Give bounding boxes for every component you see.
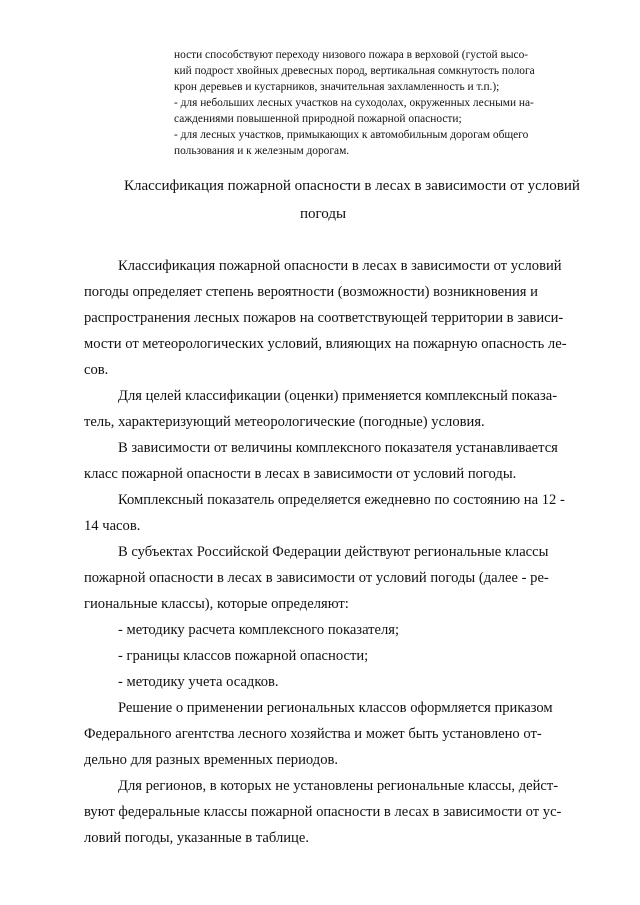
paragraph-line: сов.: [84, 362, 109, 378]
paragraph-line: Классификация пожарной опасности в лесах в зависимости от условий: [118, 258, 562, 274]
top-text-line: - для лесных участков, примыкающих к автомобильным дорогам общего: [174, 129, 529, 141]
section-title-line: Классификация пожарной опасности в лесах в зависимости от условий: [124, 178, 580, 194]
paragraph-line: распространения лесных пожаров на соответствующей территории в зависи-: [84, 310, 564, 326]
paragraph-line: 14 часов.: [84, 518, 141, 534]
list-item: - границы классов пожарной опасности;: [118, 648, 369, 664]
top-text-line: кий подрост хвойных древесных пород, вертикальная сомкнутость полога: [174, 65, 535, 77]
paragraph-line: Комплексный показатель определяется ежедневно по состоянию на 12 -: [118, 492, 565, 508]
paragraph-line: погоды определяет степень вероятности (возможности) возникновения и: [84, 284, 538, 300]
paragraph-line: Решение о применении региональных классов оформляется приказом: [118, 700, 553, 716]
top-text-line: саждениями повышенной природной пожарной опасности;: [174, 113, 462, 125]
paragraph-line: гиональные классы), которые определяют:: [84, 596, 349, 612]
paragraph-line: пожарной опасности в лесах в зависимости от условий погоды (далее - ре-: [84, 570, 549, 586]
paragraph-line: Федерального агентства лесного хозяйства и может быть установлено от-: [84, 726, 542, 742]
top-text-line: пользования и к железным дорогам.: [174, 145, 350, 157]
section-title-line: погоды: [300, 206, 347, 222]
paragraph-line: вуют федеральные классы пожарной опасности в лесах в зависимости от ус-: [84, 804, 562, 820]
top-text-line: - для небольших лесных участков на суходолах, окруженных лесными на-: [174, 97, 534, 109]
paragraph-line: мости от метеорологических условий, влияющих на пожарную опасность ле-: [84, 336, 567, 352]
list-item: - методику учета осадков.: [118, 674, 279, 690]
paragraph-line: Для регионов, в которых не установлены региональные классы, дейст-: [118, 778, 559, 794]
paragraph-line: тель, характеризующий метеорологические (погодные) условия.: [84, 414, 485, 430]
paragraph-line: Для целей классификации (оценки) применяется комплексный показа-: [118, 388, 558, 404]
paragraph-line: ловий погоды, указанные в таблице.: [84, 830, 309, 846]
list-item: - методику расчета комплексного показателя;: [118, 622, 400, 638]
paragraph-line: В зависимости от величины комплексного показателя устанавливается: [118, 440, 558, 456]
top-text-line: крон деревьев и кустарников, значительная захламленность и т.п.);: [174, 81, 500, 93]
paragraph-line: В субъектах Российской Федерации действуют региональные классы: [118, 544, 549, 560]
paragraph-line: класс пожарной опасности в лесах в зависимости от условий погоды.: [84, 466, 517, 482]
paragraph-line: дельно для разных временных периодов.: [84, 752, 339, 768]
top-text-line: ности способствуют переходу низового пожара в верховой (густой высо-: [174, 49, 529, 61]
